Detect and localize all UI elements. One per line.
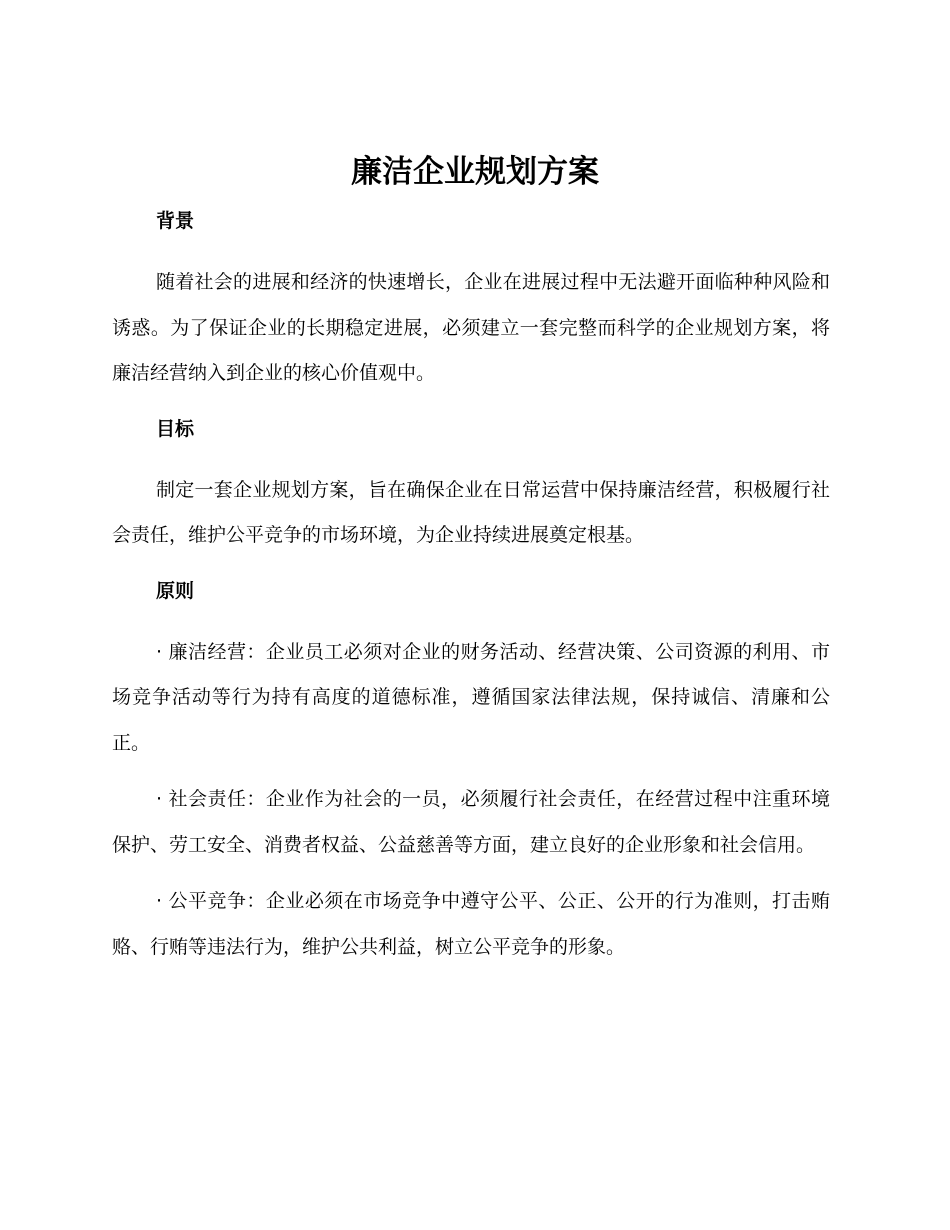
section-heading-principles: 原则 bbox=[156, 579, 195, 602]
document-body bbox=[112, 203, 830, 970]
goal-paragraph: 制定一套企业规划方案，旨在确保企业在日常运营中保持廉洁经营，积极履行社会责任，维护公平竞争的市场环境，为企业持续进展奠定根基。 bbox=[112, 478, 830, 546]
section-principles bbox=[112, 573, 830, 971]
principle-item-fair-competition: · 公平竞争：企业必须在市场竞争中遵守公平、公正、公开的行为准则，打击贿赂、行贿等违法行为，维护公共利益，树立公平竞争的形象。 bbox=[112, 890, 830, 958]
document-title: 廉洁企业规划方案 bbox=[351, 154, 599, 190]
section-background bbox=[112, 203, 830, 397]
principle-item-social-responsibility: · 社会责任：企业作为社会的一员，必须履行社会责任，在经营过程中注重环境保护、劳工安全、消费者权益、公益慈善等方面，建立良好的企业形象和社会信用。 bbox=[112, 788, 830, 856]
section-heading-background: 背景 bbox=[156, 210, 195, 232]
section-heading-goal: 目标 bbox=[156, 417, 195, 440]
section-goal bbox=[112, 411, 830, 559]
background-paragraph: 随着社会的进展和经济的快速增长，企业在进展过程中无法避开面临种种风险和诱惑。为了保证企业的长期稳定进展，必须建立一套完整而科学的企业规划方案，将廉洁经营纳入到企业的核心价值观中。 bbox=[112, 271, 830, 384]
principle-item-integrity: · 廉洁经营：企业员工必须对企业的财务活动、经营决策、公司资源的利用、市场竞争活动等行为持有高度的道德标准，遵循国家法律法规，保持诚信、清廉和公正。 bbox=[112, 640, 830, 754]
